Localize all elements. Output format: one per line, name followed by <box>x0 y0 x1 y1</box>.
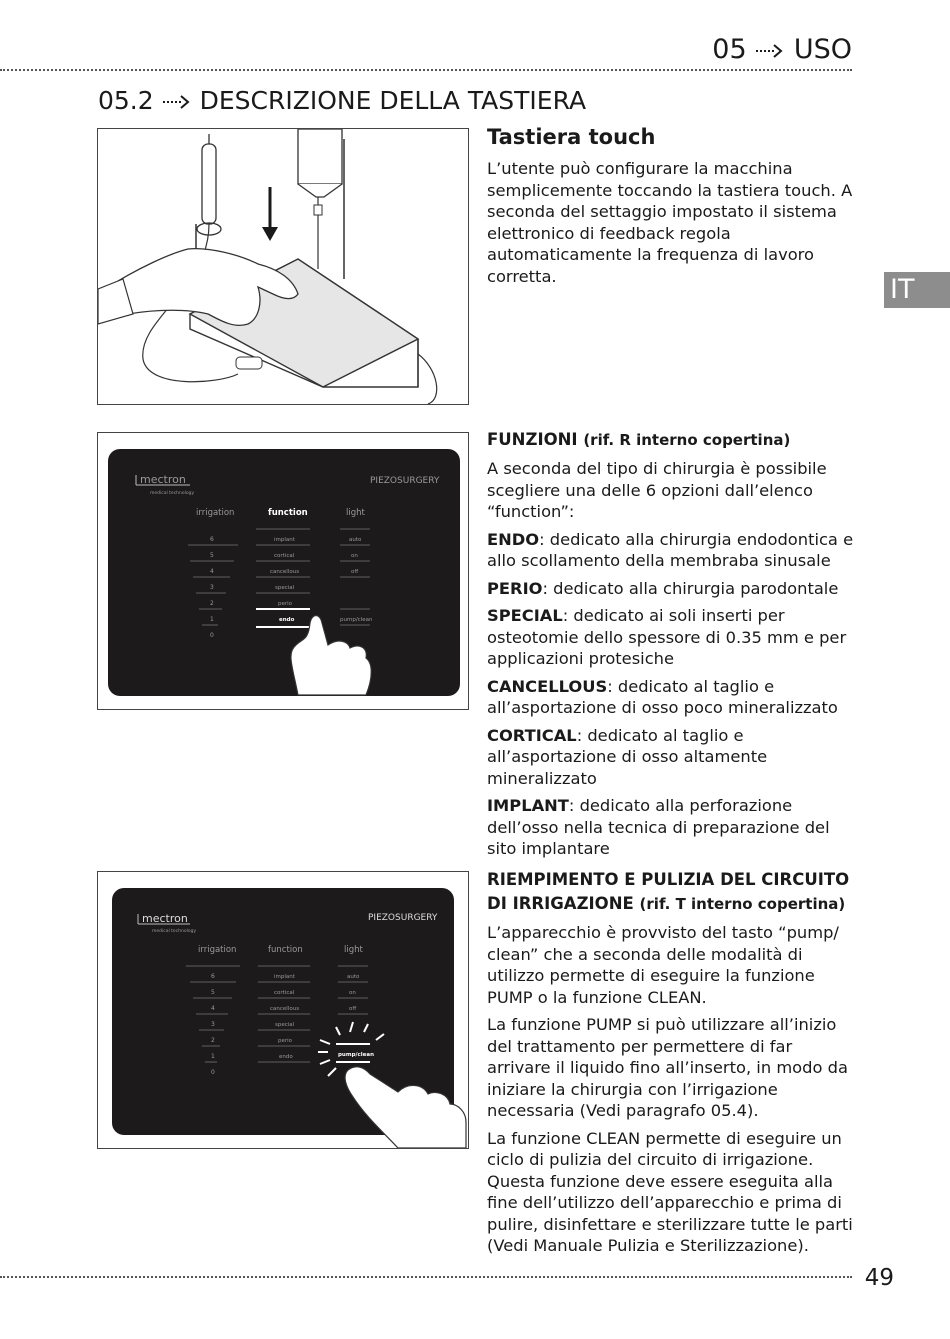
functions-intro: A seconda del tipo di chirurgia è possibile scegliere una delle 6 opzioni dall’elenco “function”: <box>487 459 827 521</box>
kb-mode: cortical <box>274 990 295 996</box>
kb-level: 4 <box>211 1005 215 1012</box>
functions-heading-ref: (rif. R interno copertina) <box>583 431 791 449</box>
function-desc: : dedicato alla chirurgia endodontica e allo scollamento della membraba sinusale <box>487 529 854 570</box>
language-tab-label: IT <box>890 274 915 305</box>
keyboard-panel <box>98 433 468 709</box>
kb-brand-sub: medical technology <box>150 491 195 496</box>
irrigation-heading <box>487 868 857 916</box>
function-term: PERIO <box>487 578 543 598</box>
kb-mode: cortical <box>274 553 295 559</box>
section-heading: DESCRIZIONE DELLA TASTIERA <box>199 86 587 115</box>
function-item <box>487 529 857 572</box>
header-divider <box>0 69 852 71</box>
device-drawing <box>98 129 468 404</box>
kb-product: PIEZOSURGERY <box>368 913 438 923</box>
function-item <box>487 676 857 719</box>
dotted-arrow-icon <box>162 94 192 110</box>
kb-light: auto <box>349 537 362 543</box>
kb-level: 2 <box>210 600 214 607</box>
kb-mode: cancellous <box>270 569 300 575</box>
function-keyboard-illustration <box>97 432 469 710</box>
footer-divider <box>0 1276 852 1278</box>
function-item <box>487 795 857 860</box>
kb-light: on <box>349 990 356 996</box>
irrigation-paragraph: L’apparecchio è provvisto del tasto “pump/ clean” che a seconda delle modalità di utilizzo permette di eseguire la funzione PUMP o la funzione CLEAN. <box>487 923 839 1007</box>
kb-mode: endo <box>279 1054 293 1060</box>
kb-col-irrigation: irrigation <box>196 508 235 518</box>
function-desc: : dedicato alla perforazione dell’osso nella tecnica di preparazione del sito implantare <box>487 796 830 858</box>
page-number: 49 <box>864 1265 894 1291</box>
kb-level: 3 <box>211 1021 215 1028</box>
function-desc: : dedicato al taglio e all’asportazione di osso poco mineralizzato <box>487 676 838 717</box>
chapter-title: USO <box>793 34 852 65</box>
kb-mode: special <box>275 1022 295 1028</box>
kb-level: 1 <box>211 1053 215 1060</box>
kb-brand: mectron <box>140 473 186 486</box>
kb-level: 6 <box>211 973 215 980</box>
touch-body: L’utente può configurare la macchina semplicemente toccando la tastiera touch. A seconda del settaggio impostato il sistema elettronico di feedback regola automaticamente la frequenza di lavoro corretta. <box>487 159 853 286</box>
kb-pump-clean-selected: pump/clean <box>338 1052 375 1058</box>
function-desc: : dedicato alla chirurgia parodontale <box>542 578 839 598</box>
kb-mode: implant <box>274 974 295 980</box>
kb-level: 2 <box>211 1037 215 1044</box>
touch-title: Tastiera touch <box>487 125 656 149</box>
kb-mode: cancellous <box>270 1006 300 1012</box>
function-term: CORTICAL <box>487 725 577 745</box>
kb-brand: mectron <box>142 912 188 925</box>
kb-level: 4 <box>210 568 214 575</box>
chapter-number: 05 <box>712 34 747 65</box>
functions-heading <box>487 428 857 452</box>
section-number: 05.2 <box>98 86 154 115</box>
function-item <box>487 725 857 790</box>
irrigation-heading-ref: (rif. T interno copertina) <box>639 895 846 913</box>
kb-col-irrigation: irrigation <box>198 945 237 955</box>
functions-section <box>487 428 857 866</box>
kb-level: 5 <box>211 989 215 996</box>
dotted-arrow-icon <box>755 43 785 59</box>
kb-level: 0 <box>211 1069 215 1076</box>
chapter-header <box>712 34 852 65</box>
kb-col-function: function <box>268 945 303 955</box>
kb-level: 0 <box>210 632 214 639</box>
kb-mode: special <box>275 585 295 591</box>
function-term: SPECIAL <box>487 606 563 625</box>
function-term: IMPLANT <box>487 796 569 815</box>
kb-col-function: function <box>268 508 308 518</box>
section-title <box>98 86 586 115</box>
kb-light: off <box>351 569 359 575</box>
kb-col-light: light <box>346 508 365 518</box>
kb-light: on <box>351 553 358 559</box>
irrigation-heading-main: RIEMPIMENTO E PULIZIA DEL CIRCUITO DI IRRIGAZIONE <box>487 870 850 913</box>
touch-section <box>487 124 857 293</box>
irrigation-paragraph: La funzione CLEAN permette di eseguire un ciclo di pulizia del circuito di irrigazione. Questa funzione deve essere eseguita alla fine dell’utilizzo dell’apparecchio e prima di pulire, disinfettare e sterilizzare tutte le parti (Vedi Manuale Pulizia e Sterilizzazione). <box>487 1128 853 1255</box>
kb-mode: perio <box>278 601 293 607</box>
irrigation-paragraph: La funzione PUMP si può utilizzare all’inizio del trattamento per permettere di far arrivare il liquido fino all’inserto, in modo da iniziare la chirurgia con l’irrigazione necessaria (Vedi paragrafo 05.4). <box>487 1015 848 1120</box>
kb-level: 1 <box>210 616 214 623</box>
kb-level: 6 <box>210 536 214 543</box>
function-item <box>487 605 857 670</box>
kb-product: PIEZOSURGERY <box>370 476 440 486</box>
function-item <box>487 578 857 600</box>
kb-brand-sub: medical technology <box>152 929 197 934</box>
device-touch-illustration <box>97 128 469 405</box>
kb-mode-selected: endo <box>279 617 295 623</box>
kb-mode: perio <box>278 1038 293 1044</box>
functions-heading-main: FUNZIONI <box>487 430 578 449</box>
kb-mode: implant <box>274 537 295 543</box>
irrigation-section <box>487 868 857 1263</box>
kb-light: off <box>349 1006 357 1012</box>
function-term: ENDO <box>487 529 540 549</box>
kb-col-light: light <box>344 945 363 955</box>
kb-level: 3 <box>210 584 214 591</box>
kb-pump-clean: pump/clean <box>340 617 373 623</box>
function-desc: : dedicato ai soli inserti per osteotomie dello spessore di 0.35 mm e per applicazioni protesiche <box>487 606 847 668</box>
language-tab <box>884 272 950 308</box>
kb-level: 5 <box>210 552 214 559</box>
kb-light: auto <box>347 974 360 980</box>
function-term: CANCELLOUS <box>487 676 608 696</box>
pump-clean-keyboard-illustration <box>97 871 469 1149</box>
function-desc: : dedicato al taglio e all’asportazione di osso altamente mineralizzato <box>487 725 768 788</box>
keyboard-panel <box>98 872 468 1148</box>
